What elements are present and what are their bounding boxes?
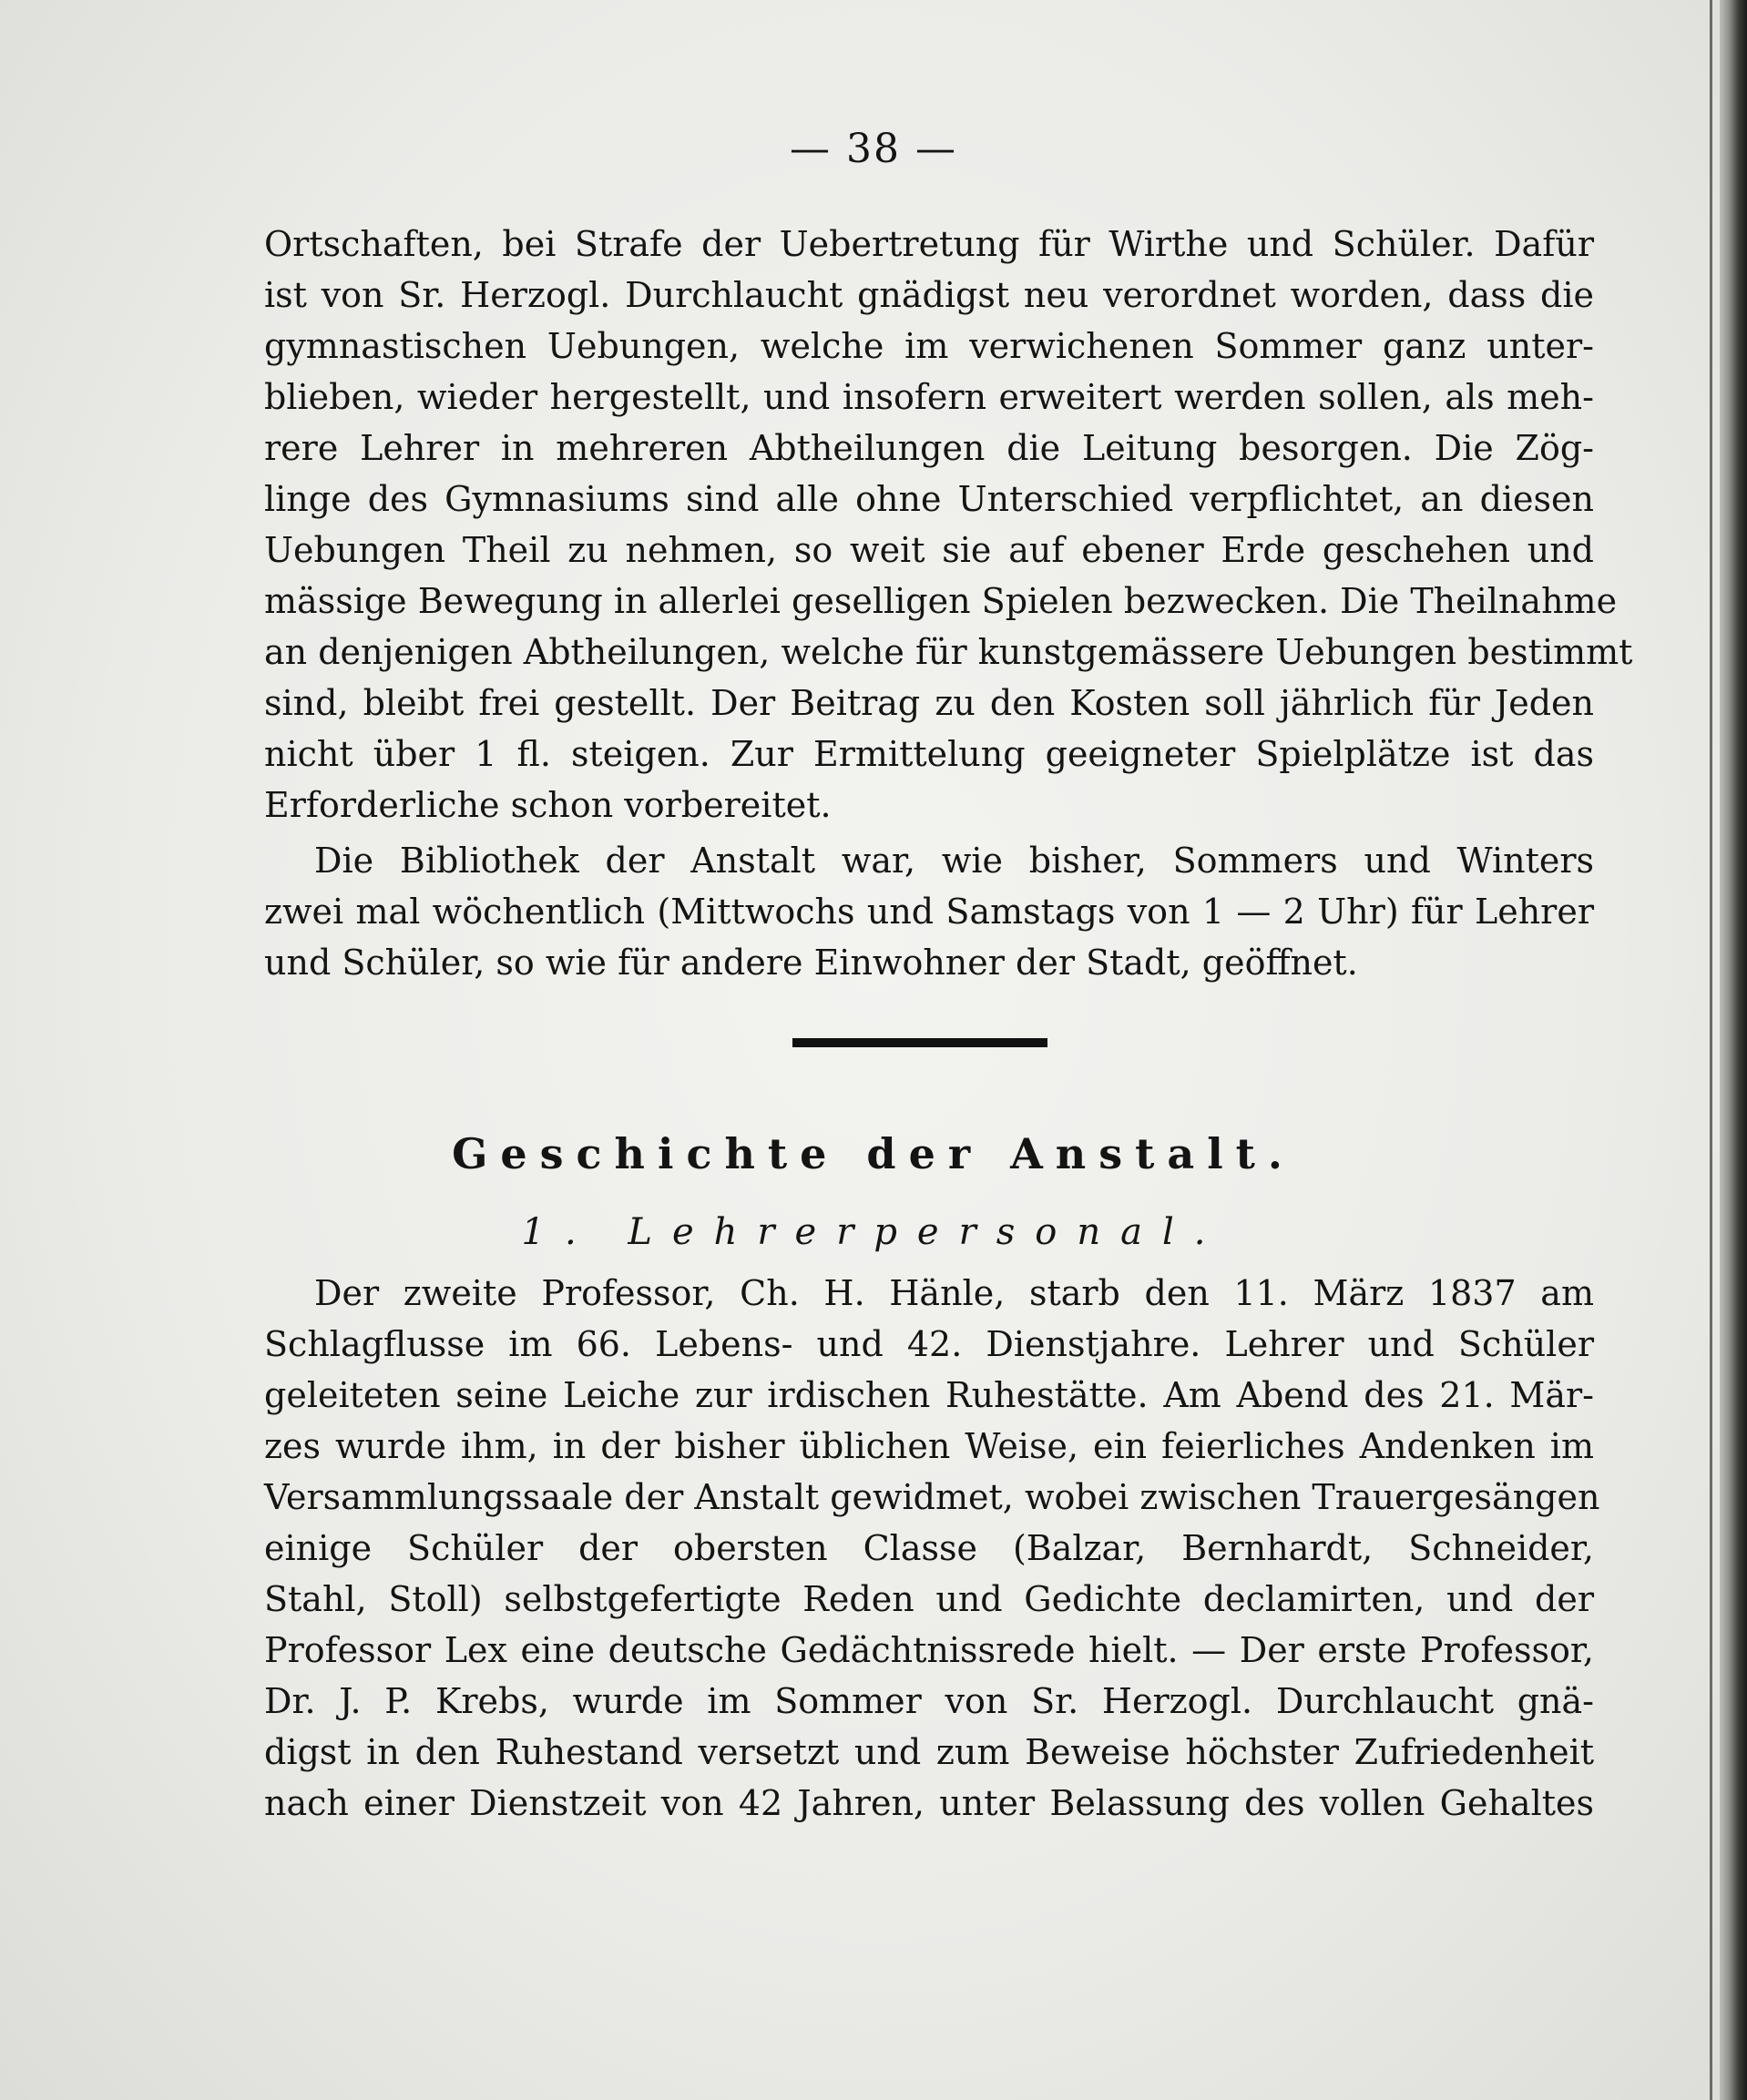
page-number: — 38 — bbox=[790, 126, 957, 172]
text-line: gymnastischen Uebungen, welche im verwichenen Sommer ganz unter- bbox=[264, 326, 1594, 366]
text-line: zes wurde ihm, in der bisher üblichen Weise, ein feierliches Andenken im bbox=[264, 1426, 1594, 1466]
paragraph-gymnastics bbox=[264, 219, 1633, 831]
text-line: digst in den Ruhestand versetzt und zum Beweise höchster Zufriedenheit bbox=[264, 1732, 1594, 1772]
text-line: Versammlungssaale der Anstalt gewidmet, wobei zwischen Trauergesängen bbox=[264, 1477, 1600, 1517]
text-line: Ortschaften, bei Strafe der Uebertretung für Wirthe und Schüler. Dafür bbox=[264, 224, 1594, 264]
text-line: einige Schüler der obersten Classe (Balzar, Bernhardt, Schneider, bbox=[264, 1528, 1594, 1568]
text-line: sind, bleibt frei gestellt. Der Beitrag zu den Kosten soll jährlich für Jeden bbox=[264, 683, 1594, 723]
section-subheading: 1. Lehrerpersonal. bbox=[521, 1211, 1226, 1253]
text-line: blieben, wieder hergestellt, und insofern erweitert werden sollen, als meh- bbox=[264, 377, 1594, 417]
text-line: an denjenigen Abtheilungen, welche für kunstgemässere Uebungen bestimmt bbox=[264, 632, 1633, 672]
text-line: ist von Sr. Herzogl. Durchlaucht gnädigst neu verordnet worden, dass die bbox=[264, 275, 1594, 315]
text-line: Dr. J. P. Krebs, wurde im Sommer von Sr. Herzogl. Durchlaucht gnä- bbox=[264, 1681, 1594, 1721]
section-heading: Geschichte der Anstalt. bbox=[452, 1129, 1295, 1178]
paragraph-teaching-staff bbox=[264, 1268, 1600, 1829]
section-divider-rule bbox=[792, 1038, 1047, 1047]
text-line: Uebungen Theil zu nehmen, so weit sie auf ebener Erde geschehen und bbox=[264, 530, 1594, 570]
text-line: zwei mal wöchentlich (Mittwochs und Samstags von 1 — 2 Uhr) für Lehrer bbox=[264, 892, 1594, 932]
text-line: nicht über 1 fl. steigen. Zur Ermittelung geeigneter Spielplätze ist das bbox=[264, 734, 1594, 774]
text-line: rere Lehrer in mehreren Abtheilungen die Leitung besorgen. Die Zög- bbox=[264, 428, 1594, 468]
text-line: linge des Gymnasiums sind alle ohne Unterschied verpflichtet, an diesen bbox=[264, 479, 1594, 519]
text-line: Die Bibliothek der Anstalt war, wie bisher, Sommers und Winters bbox=[314, 841, 1594, 881]
text-line: Schlagflusse im 66. Lebens- und 42. Dienstjahre. Lehrer und Schüler bbox=[264, 1324, 1594, 1364]
text-line: geleiteten seine Leiche zur irdischen Ruhestätte. Am Abend des 21. Mär- bbox=[264, 1375, 1594, 1415]
binding-gutter-shadow bbox=[1720, 0, 1747, 2100]
text-line: Professor Lex eine deutsche Gedächtnissrede hielt. — Der erste Professor, bbox=[264, 1630, 1594, 1670]
text-line: nach einer Dienstzeit von 42 Jahren, unter Belassung des vollen Gehaltes bbox=[264, 1783, 1594, 1823]
text-line: mässige Bewegung in allerlei geselligen Spielen bezwecken. Die Theilnahme bbox=[264, 581, 1618, 621]
text-line: Stahl, Stoll) selbstgefertigte Reden und Gedichte declamirten, und der bbox=[264, 1579, 1594, 1619]
text-line: und Schüler, so wie für andere Einwohner der Stadt, geöffnet. bbox=[264, 943, 1358, 983]
text-line: Erforderliche schon vorbereitet. bbox=[264, 785, 832, 825]
binding-edge-line bbox=[1710, 0, 1712, 2100]
paragraph-library bbox=[264, 835, 1594, 988]
text-line: Der zweite Professor, Ch. H. Hänle, starb den 11. März 1837 am bbox=[314, 1273, 1594, 1313]
